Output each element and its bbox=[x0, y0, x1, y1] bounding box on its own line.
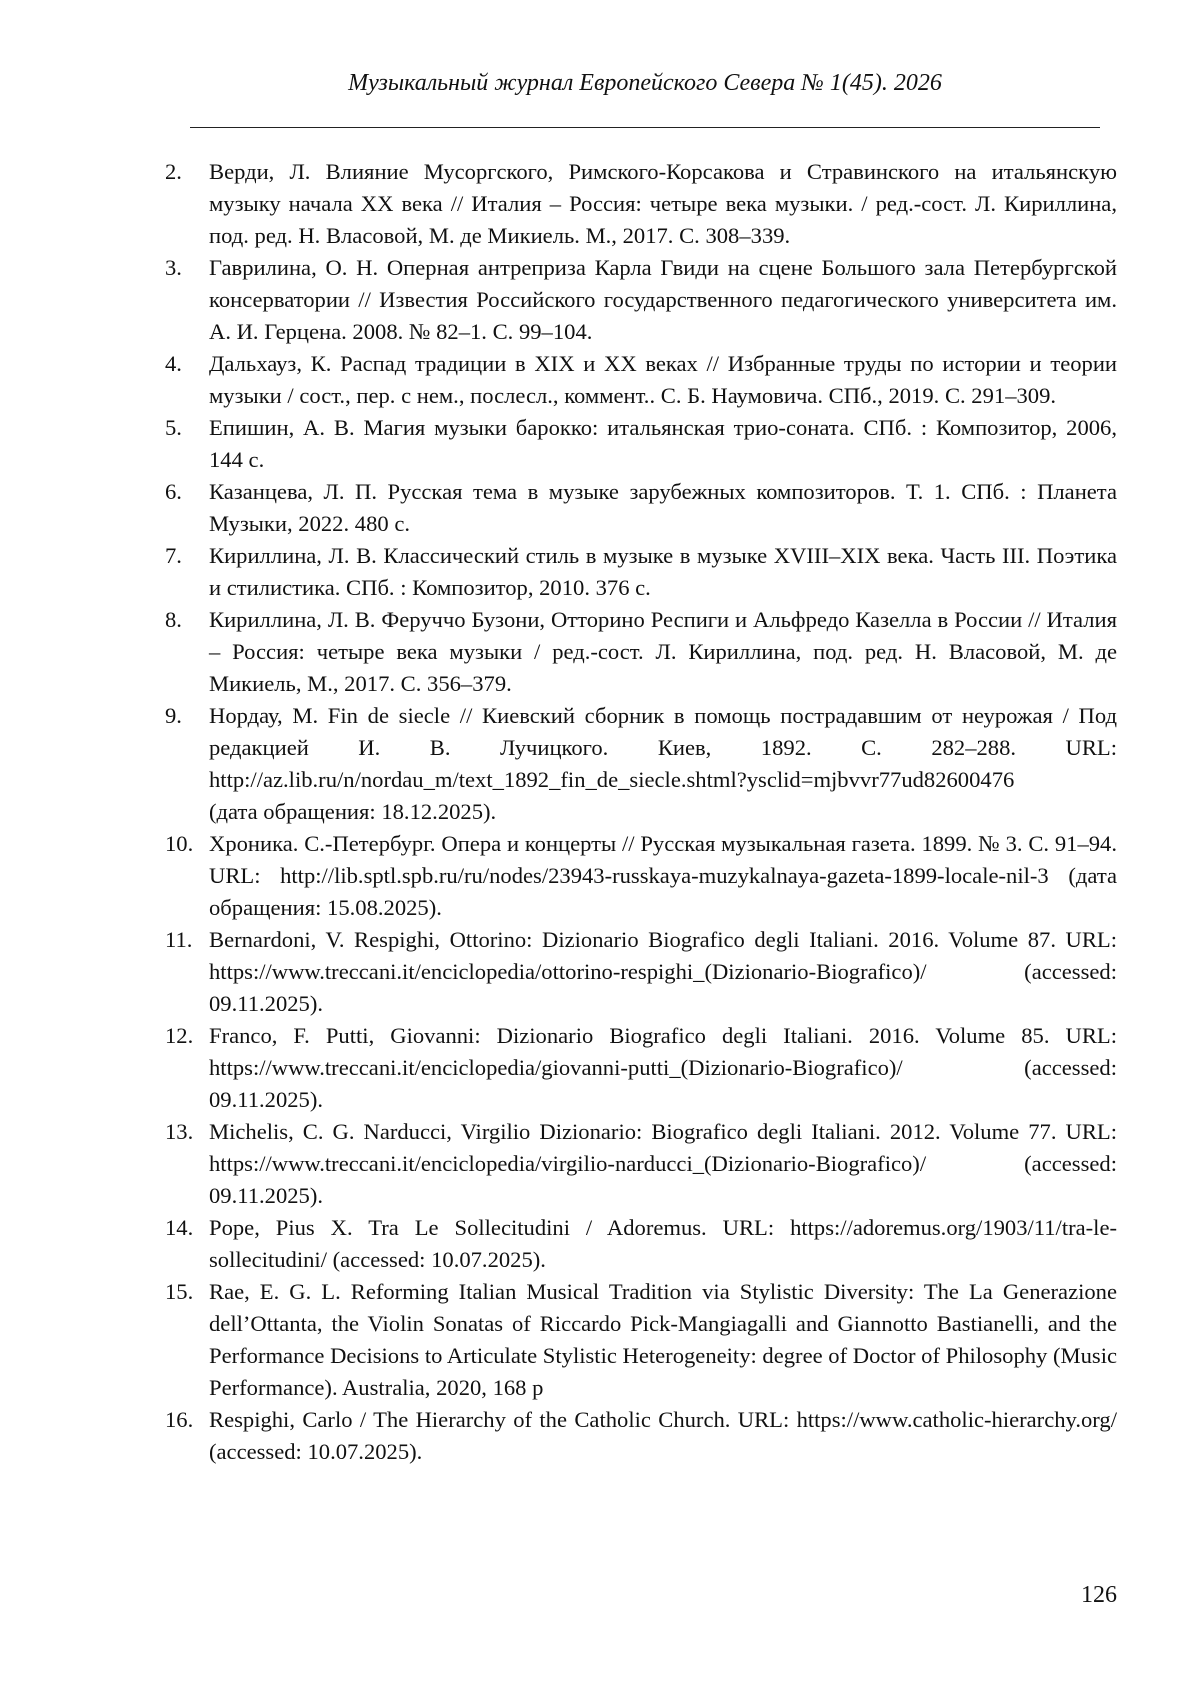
reference-number: 12. bbox=[165, 1023, 194, 1048]
reference-item bbox=[165, 348, 1117, 412]
reference-text: Pope, Pius X. Tra Le Sollecitudini / Adoremus. URL: https://adoremus.org/1903/11/tra-le-sollecitudini/ (accessed: 10.07.2025). bbox=[209, 1215, 1117, 1272]
reference-body bbox=[209, 1404, 1117, 1468]
reference-body bbox=[209, 412, 1117, 476]
reference-body bbox=[209, 252, 1117, 348]
reference-body bbox=[209, 1212, 1117, 1276]
reference-body bbox=[209, 1116, 1117, 1212]
reference-number: 3. bbox=[165, 255, 182, 280]
reference-text: Хроника. С.-Петербург. Опера и концерты // Русская музыкальная газета. 1899. № 3. С. 91–94. URL: http://lib.sptl.spb.ru/ru/nodes/23943-russkaya-muzykalnaya-gazeta-1899-locale-nil-3 (дата обращения: 15.08.2025). bbox=[209, 831, 1117, 920]
reference-item bbox=[165, 1404, 1117, 1468]
reference-item bbox=[165, 412, 1117, 476]
reference-number: 13. bbox=[165, 1119, 194, 1144]
reference-body bbox=[209, 604, 1117, 700]
reference-body bbox=[209, 476, 1117, 540]
reference-body bbox=[209, 828, 1117, 924]
reference-number: 6. bbox=[165, 479, 182, 504]
reference-body bbox=[209, 540, 1117, 604]
reference-item bbox=[165, 700, 1117, 828]
reference-text: Верди, Л. Влияние Мусоргского, Римского-Корсакова и Стравинского на итальянскую музыку начала XX века // Италия – Россия: четыре века музыки. / ред.-сост. Л. Кириллина, под. ред. Н. Власовой, М. де Микиель. М., 2017. С. 308–339. bbox=[209, 159, 1117, 248]
reference-text: Казанцева, Л. П. Русская тема в музыке зарубежных композиторов. Т. 1. СПб. : Планета Музыки, 2022. 480 с. bbox=[209, 479, 1117, 536]
reference-text: Кириллина, Л. В. Феруччо Бузони, Отторино Респиги и Альфредо Казелла в России // Италия – Россия: четыре века музыки / ред.-сост. Л. Кириллина, под. ред. Н. Власовой, М. де Микиель, М., 2017. С. 356–379. bbox=[209, 607, 1117, 696]
page-number: 126 bbox=[1081, 1582, 1117, 1608]
header-divider bbox=[190, 127, 1100, 128]
reference-text: Гаврилина, О. Н. Оперная антреприза Карла Гвиди на сцене Большого зала Петербургской консерватории // Известия Российского государственного педагогического университета им. А. И. Герцена. 2008. № 82–1. С. 99–104. bbox=[209, 255, 1117, 344]
reference-item bbox=[165, 828, 1117, 924]
reference-number: 7. bbox=[165, 543, 182, 568]
running-header: Музыкальный журнал Европейского Севера № 1(45). 2026 bbox=[348, 70, 942, 96]
reference-number: 9. bbox=[165, 703, 182, 728]
reference-number: 2. bbox=[165, 159, 182, 184]
reference-item bbox=[165, 1020, 1117, 1116]
reference-body bbox=[209, 1276, 1117, 1404]
reference-text: Bernardoni, V. Respighi, Ottorino: Dizionario Biografico degli Italiani. 2016. Volume 87. URL: https://www.treccani.it/enciclopedia/ottorino-respighi_(Dizionario-Biografico)/ (accessed: 09.11.2025). bbox=[209, 927, 1117, 1016]
reference-item bbox=[165, 540, 1117, 604]
reference-text: Franco, F. Putti, Giovanni: Dizionario Biografico degli Italiani. 2016. Volume 85. URL: https://www.treccani.it/enciclopedia/giovanni-putti_(Dizionario-Biografico)/ (accessed: 09.11.2025). bbox=[209, 1023, 1117, 1112]
reference-body bbox=[209, 700, 1117, 828]
reference-item bbox=[165, 924, 1117, 1020]
reference-item bbox=[165, 604, 1117, 700]
reference-number: 8. bbox=[165, 607, 182, 632]
reference-text: Дальхауз, К. Распад традиции в XIX и XX веках // Избранные труды по истории и теории музыки / сост., пер. с нем., послесл., коммент.. С. Б. Наумовича. СПб., 2019. С. 291–309. bbox=[209, 351, 1117, 408]
reference-text: Епишин, А. В. Магия музыки барокко: итальянская трио-соната. СПб. : Композитор, 2006, 144 с. bbox=[209, 415, 1117, 472]
reference-text: Нордау, М. Fin de siecle // Киевский сборник в помощь пострадавшим от неурожая / Под редакцией И. В. Лучицкого. Киев, 1892. С. 282–288. URL: http://az.lib.ru/n/nordau_m/text_1892_fin_de_siecle.shtml?ysclid=mjbvvr77ud82600476 bbox=[209, 703, 1117, 792]
reference-body bbox=[209, 348, 1117, 412]
reference-number: 11. bbox=[165, 927, 193, 952]
reference-number: 14. bbox=[165, 1215, 194, 1240]
reference-item bbox=[165, 252, 1117, 348]
reference-body bbox=[209, 1020, 1117, 1116]
reference-item bbox=[165, 1212, 1117, 1276]
reference-number: 4. bbox=[165, 351, 182, 376]
reference-number: 15. bbox=[165, 1279, 194, 1304]
reference-text: Michelis, C. G. Narducci, Virgilio Dizionario: Biografico degli Italiani. 2012. Volume 77. URL: https://www.treccani.it/enciclopedia/virgilio-narducci_(Dizionario-Biografico)/ (accessed: 09.11.2025). bbox=[209, 1119, 1117, 1208]
reference-body bbox=[209, 156, 1117, 252]
reference-number: 16. bbox=[165, 1407, 194, 1432]
reference-body bbox=[209, 924, 1117, 1020]
reference-number: 5. bbox=[165, 415, 182, 440]
reference-text: Rae, E. G. L. Reforming Italian Musical Tradition via Stylistic Diversity: The La Generazione dell’Ottanta, the Violin Sonatas of Riccardo Pick-Mangiagalli and Giannotto Bastianelli, and the Performance Decisions to Articulate Stylistic Heterogeneity: degree of Doctor of Philosophy (Music Performance). Australia, 2020, 168 p bbox=[209, 1279, 1117, 1400]
reference-item bbox=[165, 156, 1117, 252]
reference-item bbox=[165, 1116, 1117, 1212]
reference-access-date: (дата обращения: 18.12.2025). bbox=[209, 799, 497, 824]
reference-text: Respighi, Carlo / The Hierarchy of the Catholic Church. URL: https://www.catholic-hierarchy.org/ (accessed: 10.07.2025). bbox=[209, 1407, 1117, 1464]
reference-item bbox=[165, 1276, 1117, 1404]
reference-text: Кириллина, Л. В. Классический стиль в музыке в музыке XVIII–XIX века. Часть III. Поэтика и стилистика. СПб. : Композитор, 2010. 376 с. bbox=[209, 543, 1117, 600]
reference-item bbox=[165, 476, 1117, 540]
reference-number: 10. bbox=[165, 831, 194, 856]
reference-list bbox=[165, 156, 1117, 1468]
